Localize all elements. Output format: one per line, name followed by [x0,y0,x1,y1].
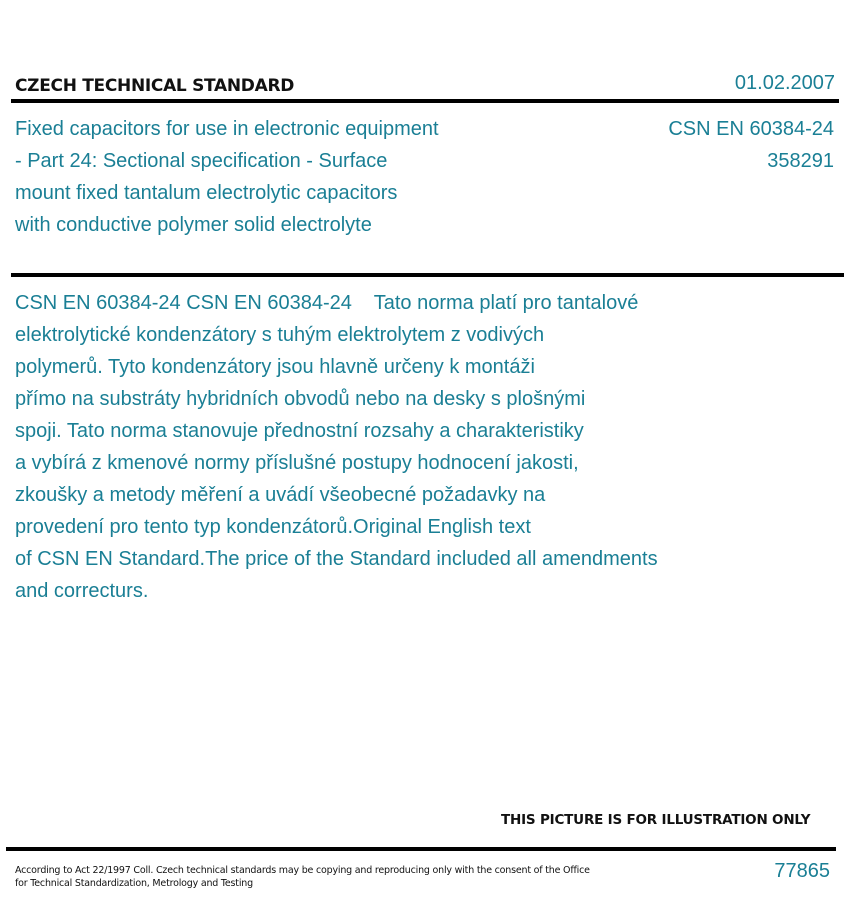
legal-notice [15,864,615,890]
section-divider [11,273,844,277]
standard-identifiers [668,113,834,177]
title-line: Fixed capacitors for use in electronic equipment [15,118,439,140]
standard-title [15,113,535,241]
abstract-line: spoji. Tato norma stanovuje přednostní rozsahy a charakteristiky [15,420,584,442]
title-line: mount fixed tantalum electrolytic capacitors [15,182,398,204]
abstract-line: polymerů. Tyto kondenzátory jsou hlavně určeny k montáži [15,356,535,378]
illustration-disclaimer: THIS PICTURE IS FOR ILLUSTRATION ONLY [501,812,811,828]
document-id: 77865 [774,860,830,882]
document-type-heading: CZECH TECHNICAL STANDARD [15,76,295,96]
legal-notice-line: for Technical Standardization, Metrology and Testing [15,878,253,889]
footer-divider [6,847,836,851]
classification-number: 358291 [767,150,834,172]
abstract-line: přímo na substráty hybridních obvodů nebo na desky s plošnými [15,388,586,410]
abstract-line: zkoušky a metody měření a uvádí všeobecné požadavky na [15,484,546,506]
abstract-line: and correcturs. [15,580,149,602]
abstract-line: a vybírá z kmenové normy příslušné postupy hodnocení jakosti, [15,452,579,474]
abstract-line: provedení pro tento typ kondenzátorů.Original English text [15,516,531,538]
abstract-line: elektrolytické kondenzátory s tuhým elektrolytem z vodivých [15,324,545,346]
standard-abstract [15,287,745,607]
legal-notice-line: According to Act 22/1997 Coll. Czech technical standards may be copying and reproducing only with the consent of the Office [15,865,590,876]
header-divider [11,99,839,103]
standard-code: CSN EN 60384-24 [668,118,834,140]
abstract-line: CSN EN 60384-24 CSN EN 60384-24 Tato norma platí pro tantalové [15,292,639,314]
publication-date: 01.02.2007 [734,72,835,94]
title-line: - Part 24: Sectional specification - Surface [15,150,388,172]
abstract-line: of CSN EN Standard.The price of the Standard included all amendments [15,548,658,570]
title-line: with conductive polymer solid electrolyte [15,214,372,236]
